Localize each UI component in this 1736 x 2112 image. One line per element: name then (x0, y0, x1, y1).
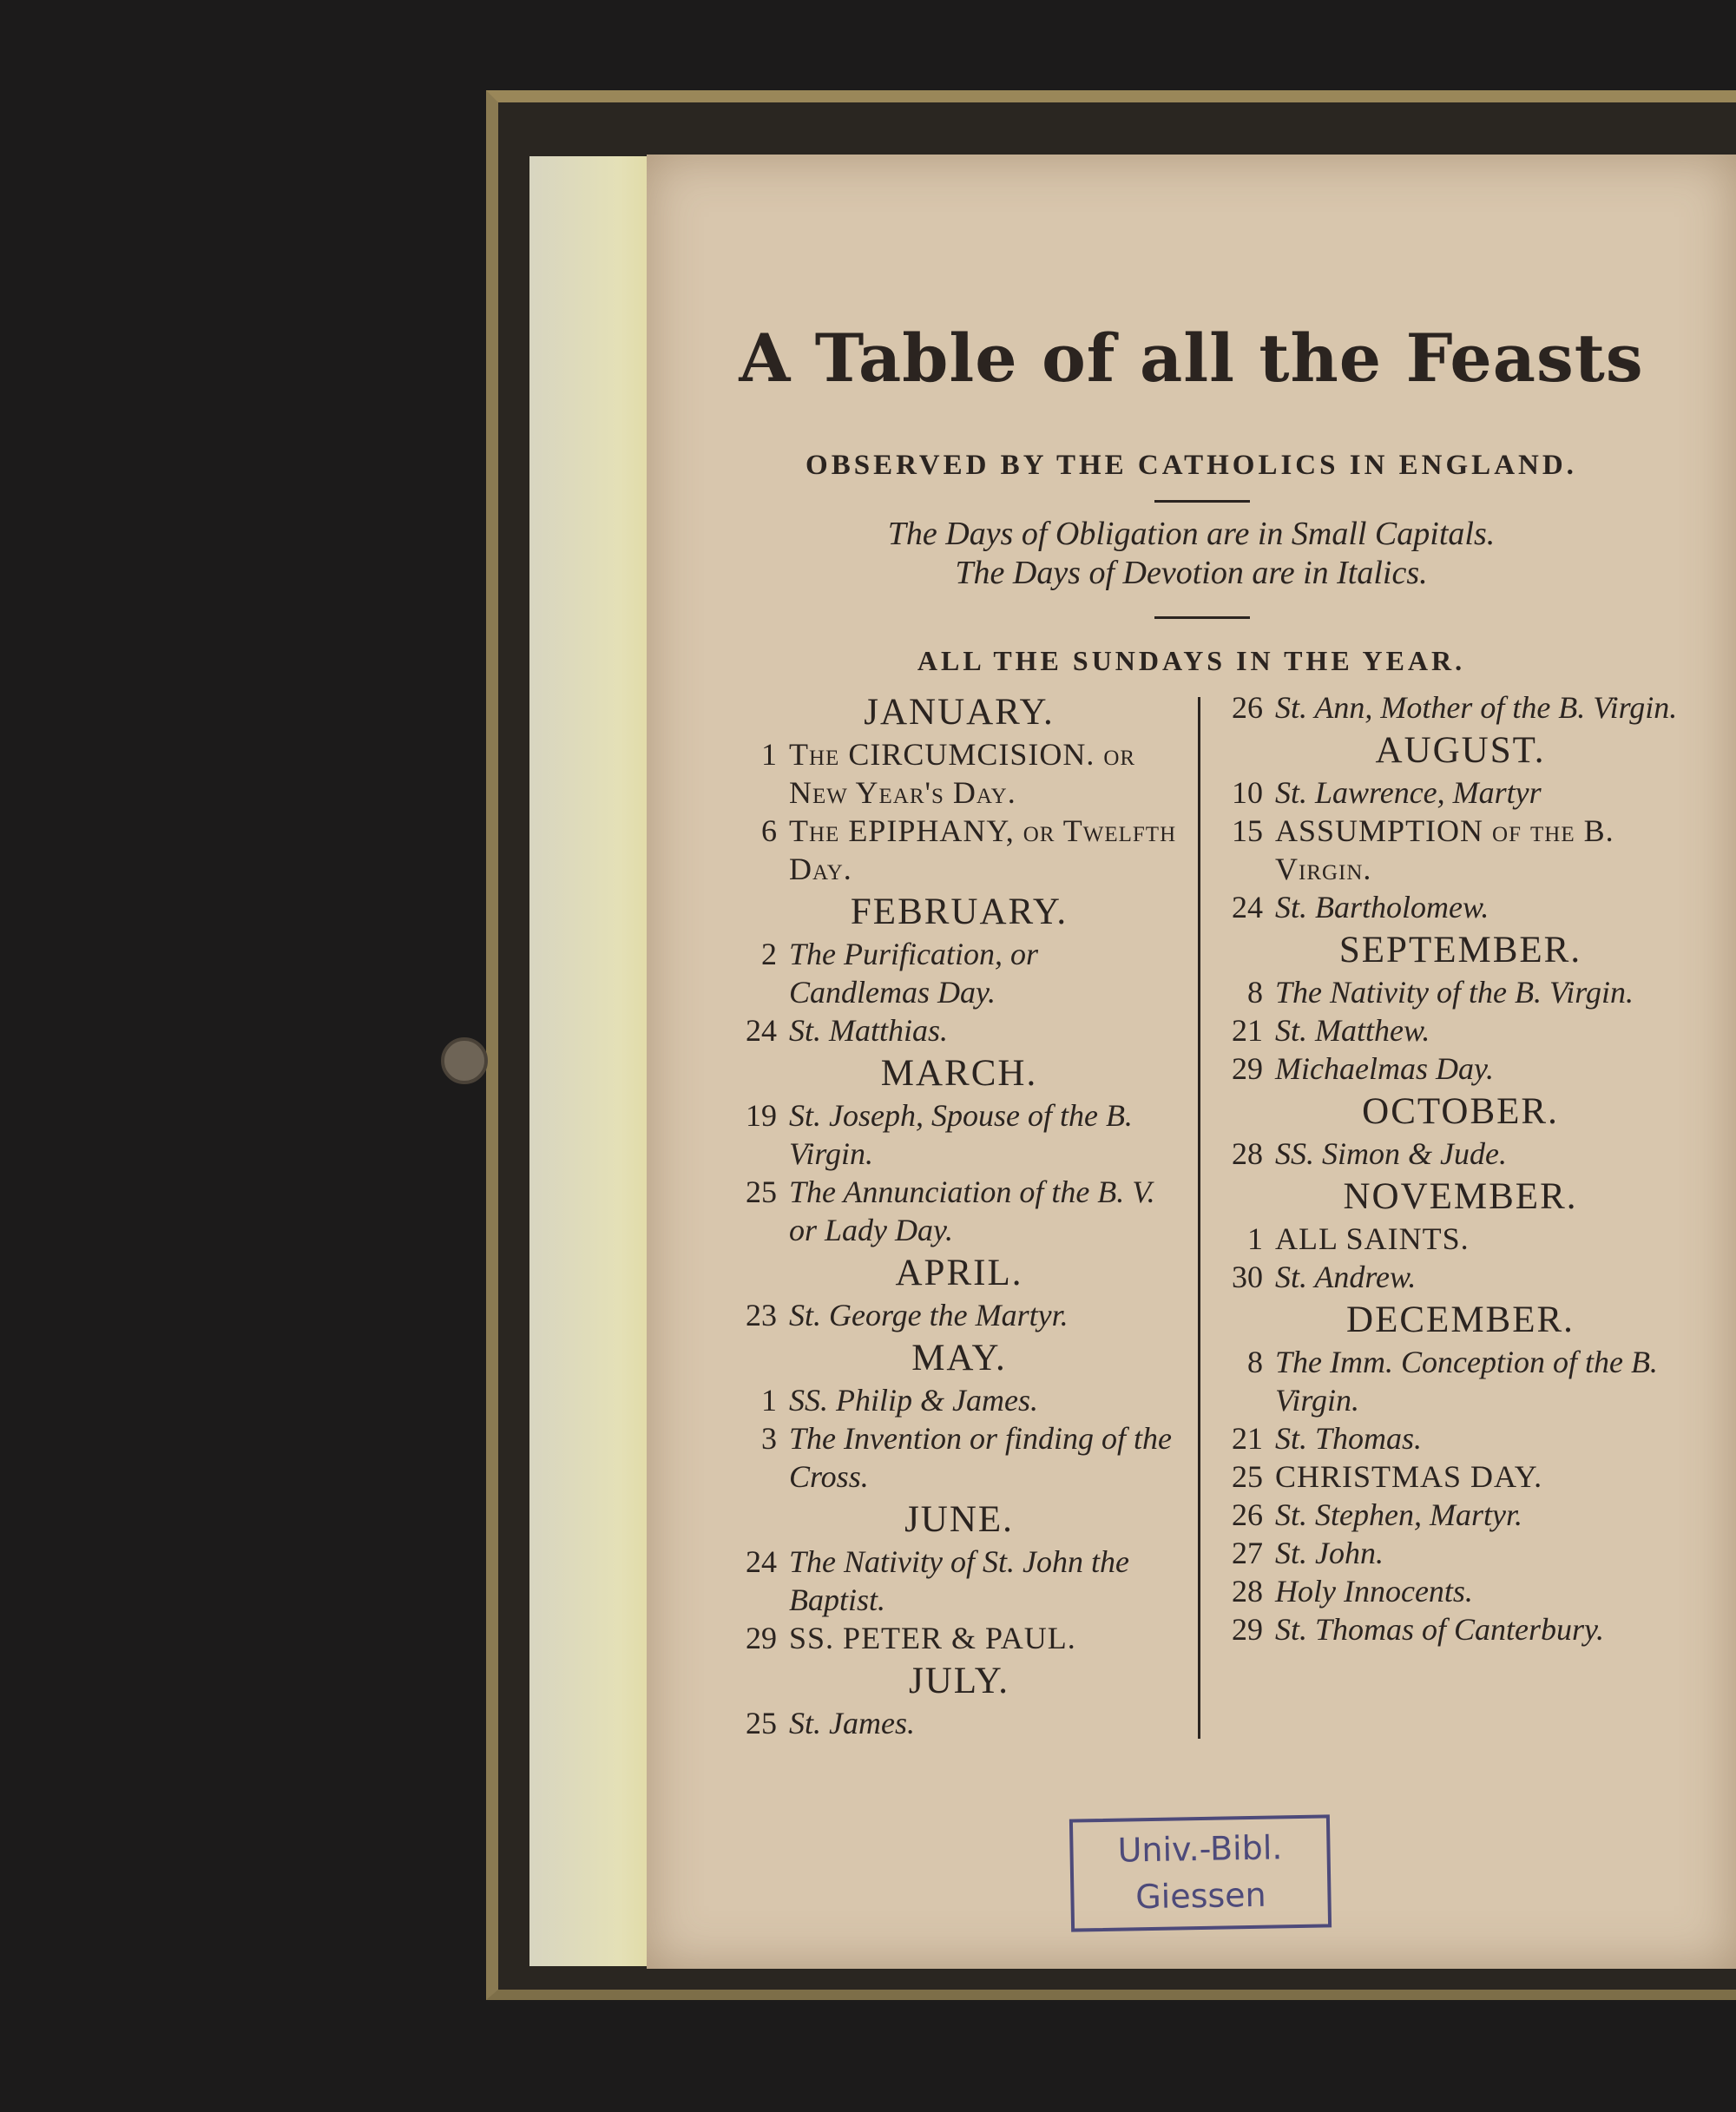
feast-day-number: 1 (761, 737, 777, 772)
feast-name: The Nativity of St. John the Baptist. (789, 1544, 1129, 1617)
month-heading: NOVEMBER. (1343, 1176, 1578, 1217)
feast-entry (1220, 1419, 1701, 1457)
feast-day-number: 24 (1232, 890, 1263, 924)
feast-name: Holy Innocents. (1275, 1574, 1473, 1609)
feast-name: St. Matthias. (789, 1013, 949, 1048)
month-heading: OCTOBER. (1362, 1091, 1559, 1132)
month-heading: APRIL. (895, 1253, 1023, 1293)
month-heading: JULY. (908, 1661, 1009, 1701)
feast-entry (1220, 1534, 1701, 1572)
feast-day-number: 21 (1232, 1421, 1263, 1456)
feast-name: St. Thomas. (1275, 1421, 1423, 1456)
feast-name: Michaelmas Day. (1275, 1051, 1494, 1086)
feast-name: St. Ann, Mother of the B. Virgin. (1275, 690, 1678, 725)
feast-day-number: 25 (746, 1174, 777, 1209)
feast-table-page (647, 155, 1736, 1969)
feast-entry (1220, 973, 1701, 1011)
month-heading: MAY. (911, 1338, 1007, 1378)
feast-name: The Invention or finding of the Cross. (789, 1421, 1172, 1494)
left-column (733, 688, 1185, 1742)
feast-day-number: 15 (1232, 813, 1263, 848)
feast-day-number: 21 (1232, 1013, 1263, 1048)
feast-name: ALL SAINTS. (1275, 1221, 1470, 1256)
feast-day-number: 24 (746, 1544, 777, 1579)
feast-day-number: 28 (1232, 1574, 1263, 1609)
right-column (1220, 688, 1701, 1648)
feast-name: St. Stephen, Martyr. (1275, 1497, 1522, 1532)
feast-entry (1220, 812, 1701, 888)
feast-entry (1220, 688, 1701, 727)
stamp-line: Univ.-Bibl. (1117, 1828, 1283, 1870)
feast-entry (1220, 1610, 1701, 1648)
section-heading: ALL THE SUNDAYS IN THE YEAR. (917, 645, 1466, 676)
feast-entry (1220, 1135, 1701, 1173)
feast-name: The Annunciation of the B. V. or Lady Day. (789, 1174, 1155, 1247)
feast-entry (1220, 1258, 1701, 1296)
feast-name: St. John. (1275, 1536, 1384, 1570)
feast-day-number: 8 (1247, 975, 1263, 1010)
feast-entry (733, 1419, 1185, 1496)
feast-day-number: 25 (746, 1706, 777, 1740)
clasp-knob (441, 1037, 488, 1084)
column-divider (1198, 697, 1200, 1739)
feast-entry (1220, 1457, 1701, 1496)
feast-name: The Purification, or Candlemas Day. (789, 937, 1038, 1010)
feast-name: St. Joseph, Spouse of the B. Virgin. (789, 1098, 1133, 1171)
feast-day-number: 10 (1232, 775, 1263, 810)
feast-entry (1220, 1572, 1701, 1610)
divider-rule (1154, 616, 1250, 619)
feast-entry (1220, 1049, 1701, 1088)
feast-name: St. Thomas of Canterbury. (1275, 1612, 1605, 1647)
feast-entry (733, 812, 1185, 888)
feast-name: The Nativity of the B. Virgin. (1275, 975, 1634, 1010)
month-heading: SEPTEMBER. (1338, 930, 1582, 970)
feast-name: SS. Simon & Jude. (1275, 1136, 1507, 1171)
month-heading: JANUARY. (864, 692, 1055, 733)
feast-entry (733, 1296, 1185, 1334)
page-subtitle: OBSERVED BY THE CATHOLICS IN ENGLAND. (806, 450, 1577, 481)
feast-entry (733, 1704, 1185, 1742)
feast-day-number: 19 (746, 1098, 777, 1133)
feast-day-number: 2 (761, 937, 777, 971)
feast-day-number: 29 (746, 1621, 777, 1655)
feast-entry (1220, 1011, 1701, 1049)
feast-name: St. Bartholomew. (1275, 890, 1489, 924)
feast-day-number: 26 (1232, 690, 1263, 725)
feast-entry (733, 1096, 1185, 1173)
feast-day-number: 29 (1232, 1612, 1263, 1647)
library-stamp (1069, 1814, 1332, 1931)
feast-day-number: 27 (1232, 1536, 1263, 1570)
feast-day-number: 23 (746, 1298, 777, 1332)
feast-entry (733, 1173, 1185, 1249)
feast-day-number: 24 (746, 1013, 777, 1048)
stamp-line: Giessen (1134, 1875, 1267, 1917)
feast-day-number: 1 (1247, 1221, 1263, 1256)
month-heading: DECEMBER. (1346, 1299, 1575, 1340)
month-heading: FEBRUARY. (850, 892, 1069, 932)
feast-day-number: 6 (761, 813, 777, 848)
obligation-note: The Days of Obligation are in Small Capitals. (887, 516, 1496, 552)
feast-name: St. Andrew. (1275, 1260, 1417, 1294)
feast-entry (733, 1011, 1185, 1049)
feast-day-number: 8 (1247, 1345, 1263, 1379)
feast-entry (1220, 1496, 1701, 1534)
month-heading: MARCH. (880, 1053, 1038, 1094)
feast-name: St. Lawrence, Martyr (1275, 775, 1542, 810)
feast-day-number: 28 (1232, 1136, 1263, 1171)
feast-name: St. George the Martyr. (789, 1298, 1069, 1332)
feast-entry (1220, 1343, 1701, 1419)
feast-day-number: 26 (1232, 1497, 1263, 1532)
feast-day-number: 25 (1232, 1459, 1263, 1494)
feast-day-number: 1 (761, 1383, 777, 1418)
divider-rule (1154, 500, 1250, 503)
feast-entry (733, 935, 1185, 1011)
feast-name: CHRISTMAS DAY. (1275, 1459, 1543, 1494)
month-heading: AUGUST. (1375, 730, 1546, 771)
feast-day-number: 29 (1232, 1051, 1263, 1086)
feast-name: SS. PETER & PAUL. (789, 1621, 1076, 1655)
feast-name: St. Matthew. (1275, 1013, 1430, 1048)
feast-entry (733, 1381, 1185, 1419)
feast-entry (1220, 1220, 1701, 1258)
feast-entry (733, 735, 1185, 812)
feast-name: The Imm. Conception of the B. Virgin. (1275, 1345, 1658, 1418)
feast-name: St. James. (789, 1706, 915, 1740)
devotion-note: The Days of Devotion are in Italics. (955, 555, 1428, 591)
feast-name: ASSUMPTION of the B. Virgin. (1275, 813, 1614, 886)
feast-day-number: 3 (761, 1421, 777, 1456)
feast-day-number: 30 (1232, 1260, 1263, 1294)
feast-name: SS. Philip & James. (789, 1383, 1038, 1418)
feast-entry (733, 1619, 1185, 1657)
feast-name: The EPIPHANY, or Twelfth Day. (789, 813, 1177, 886)
feast-name: The CIRCUMCISION. or New Year's Day. (789, 737, 1136, 810)
page-title: A Table of all the Feasts (739, 319, 1644, 397)
month-heading: JUNE. (904, 1499, 1014, 1540)
feast-entry (1220, 888, 1701, 926)
feast-entry (1220, 773, 1701, 812)
feast-entry (733, 1543, 1185, 1619)
